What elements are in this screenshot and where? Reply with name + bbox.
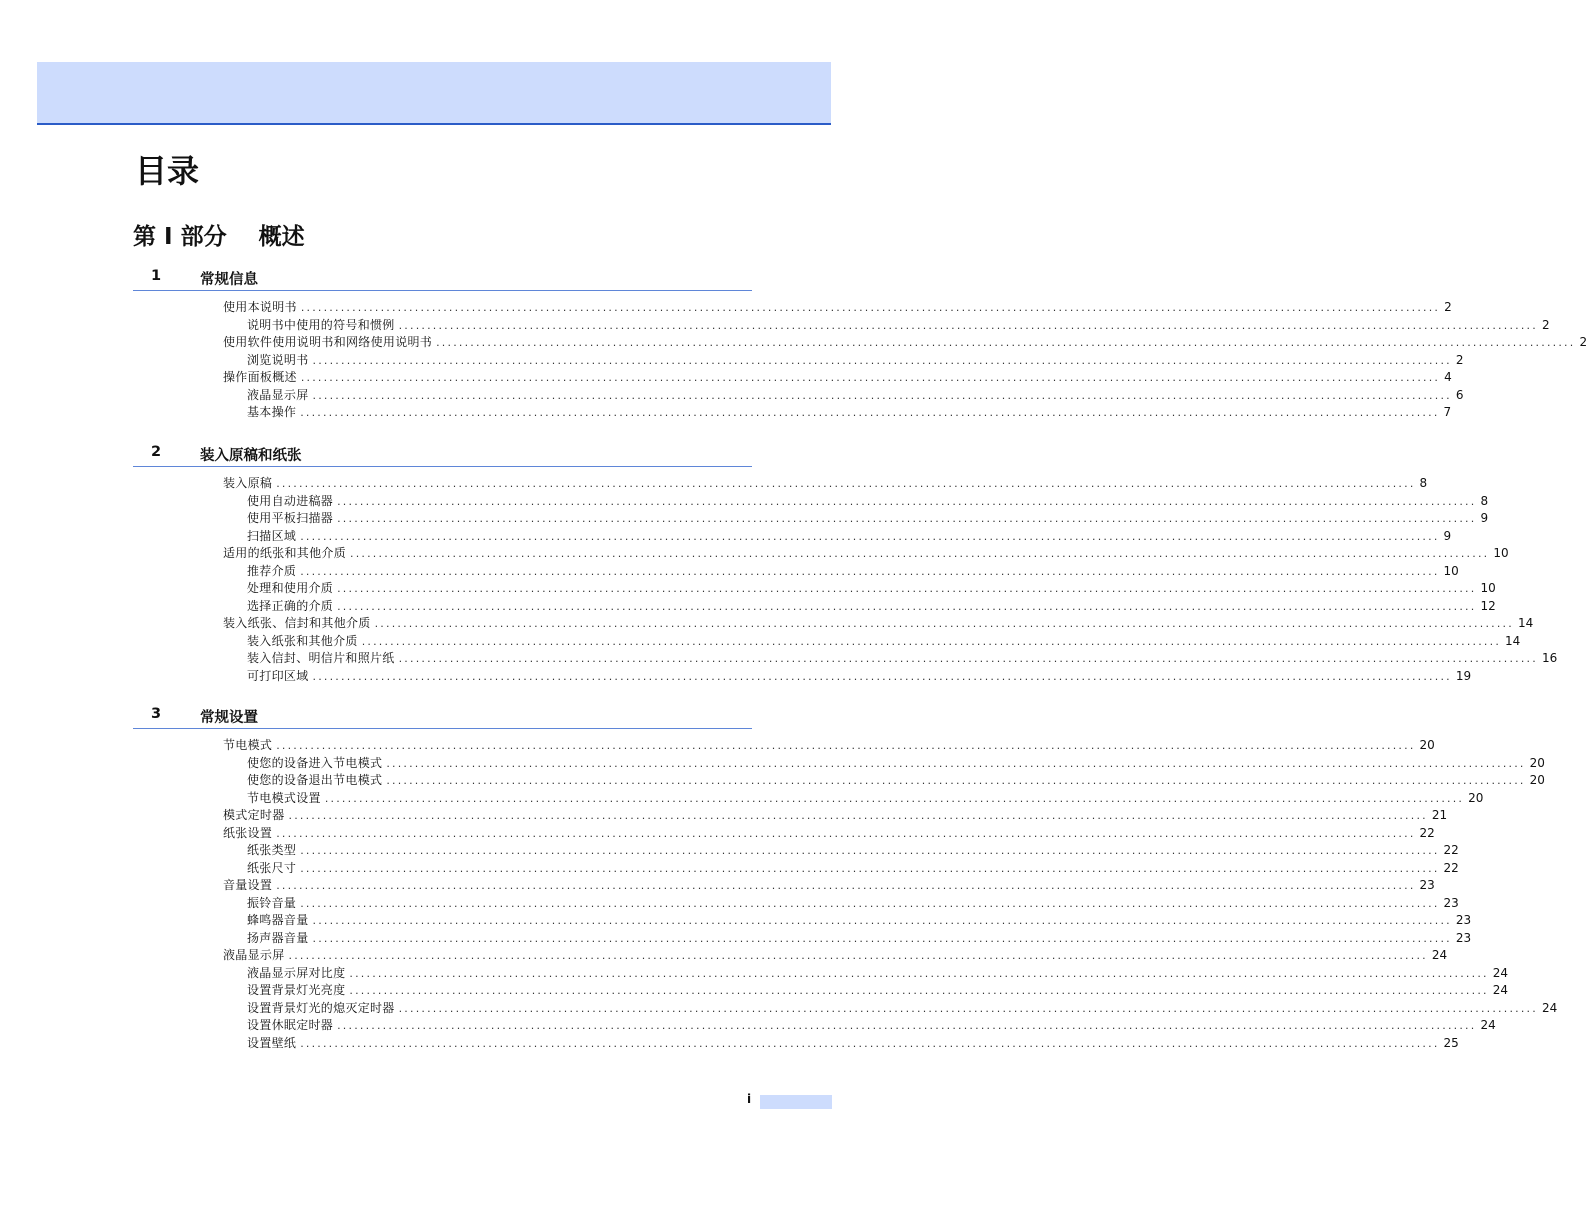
- toc-entry[interactable]: [133, 299, 1452, 317]
- toc-entry-title: 扫描区域: [247, 528, 297, 543]
- dot-leader: ........................................................................................................................................................................................................: [300, 844, 1440, 857]
- toc-entry-title: 模式定时器: [223, 808, 285, 822]
- toc-entry-page: 20: [1529, 773, 1545, 787]
- toc-entry[interactable]: [133, 334, 1587, 352]
- toc-entry[interactable]: [133, 842, 1459, 860]
- dot-leader: ........................................................................................................................................................................................................: [436, 336, 1576, 349]
- chapter-heading: [133, 268, 752, 291]
- dot-leader: ........................................................................................................................................................................................................: [300, 529, 1440, 543]
- dot-leader: ........................................................................................................................................................................................................: [276, 879, 1416, 892]
- toc-entry-page: 9: [1480, 511, 1489, 525]
- dot-leader: ........................................................................................................................................................................................................: [337, 582, 1477, 595]
- toc-entry-page: 2: [1455, 352, 1464, 367]
- chapter-heading: [133, 706, 752, 729]
- dot-leader: ........................................................................................................................................................................................................: [374, 617, 1514, 630]
- toc-entry-page: 24: [1541, 1000, 1558, 1015]
- toc-entry-title: 液晶显示屏: [223, 948, 285, 962]
- chapter-title: 常规设置: [200, 710, 258, 726]
- toc-entry-page: 14: [1517, 616, 1534, 630]
- toc-entry-page: 21: [1431, 808, 1448, 822]
- toc-entry[interactable]: [133, 633, 1521, 651]
- toc-entry-title: 装入纸张、信封和其他介质: [223, 616, 371, 630]
- header-band: [37, 62, 831, 125]
- chapter-title: 常规信息: [200, 272, 258, 288]
- toc-entry-page: 24: [1492, 983, 1509, 997]
- dot-leader: ........................................................................................................................................................................................................: [337, 599, 1477, 613]
- dot-leader: ........................................................................................................................................................................................................: [300, 301, 1441, 314]
- dot-leader: ........................................................................................................................................................................................................: [276, 477, 1416, 490]
- toc-entry-title: 设置背景灯光亮度: [247, 983, 346, 997]
- toc-entry-page: 8: [1419, 476, 1428, 490]
- dot-leader: ........................................................................................................................................................................................................: [312, 669, 1452, 683]
- dot-leader: ........................................................................................................................................................................................................: [300, 564, 1440, 578]
- dot-leader: ........................................................................................................................................................................................................: [300, 1036, 1440, 1050]
- toc-entry-page: 24: [1492, 965, 1509, 980]
- toc-entry-page: 23: [1443, 895, 1459, 910]
- toc-entry-title: 设置壁纸: [247, 1035, 297, 1050]
- toc-entries: [133, 299, 1587, 422]
- toc-entry-page: 23: [1419, 878, 1435, 892]
- dot-leader: ........................................................................................................................................................................................................: [288, 949, 1428, 962]
- toc-entry-title: 蜂鸣器音量: [247, 913, 309, 927]
- chapter-3: [133, 706, 1558, 1052]
- toc-entry-page: 20: [1419, 738, 1435, 752]
- toc-entry[interactable]: [133, 755, 1545, 773]
- dot-leader: ........................................................................................................................................................................................................: [300, 896, 1440, 910]
- toc-entry-title: 振铃音量: [247, 895, 297, 910]
- toc-entry-page: 25: [1443, 1035, 1459, 1050]
- toc-entry-page: 9: [1443, 528, 1452, 543]
- toc-entry-page: 2: [1579, 335, 1587, 349]
- toc-entry[interactable]: [133, 475, 1428, 493]
- page-number: i: [747, 1092, 752, 1106]
- toc-entry[interactable]: [133, 982, 1509, 1000]
- toc-entry-page: 23: [1455, 930, 1472, 945]
- toc-entry[interactable]: [133, 825, 1435, 843]
- toc-entry-page: 2: [1541, 317, 1550, 332]
- toc-entry-page: 24: [1431, 948, 1448, 962]
- dot-leader: ........................................................................................................................................................................................................: [337, 1019, 1477, 1032]
- dot-leader: ........................................................................................................................................................................................................: [300, 861, 1440, 875]
- toc-entry-page: 10: [1443, 563, 1459, 578]
- toc-entry-title: 液晶显示屏对比度: [247, 965, 346, 980]
- toc-entry-page: 12: [1480, 598, 1496, 613]
- toc-entry[interactable]: [133, 1017, 1496, 1035]
- toc-entry-page: 23: [1455, 913, 1472, 927]
- chapter-heading: [133, 444, 752, 467]
- dot-leader: ........................................................................................................................................................................................................: [337, 494, 1477, 508]
- dot-leader: ........................................................................................................................................................................................................: [361, 634, 1502, 648]
- toc-entry-title: 适用的纸张和其他介质: [223, 546, 347, 560]
- toc-entry[interactable]: [133, 352, 1464, 370]
- dot-leader: ........................................................................................................................................................................................................: [398, 1001, 1538, 1015]
- toc-entry[interactable]: [133, 772, 1545, 790]
- toc-entry-title: 扬声器音量: [247, 930, 309, 945]
- toc-entry-title: 使用本说明书: [223, 300, 297, 314]
- chapter-number: 1: [151, 268, 162, 284]
- dot-leader: ........................................................................................................................................................................................................: [312, 914, 1452, 927]
- toc-entry[interactable]: [133, 545, 1509, 563]
- toc-title: 目录: [135, 152, 200, 190]
- toc-entry-title: 浏览说明书: [247, 352, 309, 367]
- toc-entry-page: 4: [1444, 370, 1452, 384]
- toc-entry[interactable]: [133, 387, 1464, 405]
- dot-leader: ........................................................................................................................................................................................................: [398, 318, 1538, 332]
- toc-entry[interactable]: [133, 528, 1452, 546]
- toc-entry-title: 使用软件使用说明书和网络使用说明书: [223, 335, 433, 349]
- toc-entry-page: 24: [1480, 1018, 1496, 1032]
- toc-entry-title: 设置背景灯光的熄灭定时器: [247, 1000, 395, 1015]
- toc-entry-page: 16: [1541, 651, 1558, 665]
- toc-entry[interactable]: [133, 930, 1472, 948]
- toc-entries: [133, 475, 1558, 685]
- toc-entry[interactable]: [133, 947, 1448, 965]
- toc-entry-page: 22: [1419, 825, 1435, 840]
- toc-entry[interactable]: [133, 598, 1496, 616]
- toc-entry[interactable]: [133, 404, 1452, 422]
- chapter-number: 2: [151, 444, 162, 460]
- toc-entry[interactable]: [133, 650, 1558, 668]
- toc-entry-title: 装入原稿: [223, 476, 273, 490]
- toc-entry-title: 装入纸张和其他介质: [247, 633, 358, 648]
- dot-leader: ........................................................................................................................................................................................................: [386, 774, 1526, 787]
- dot-leader: ........................................................................................................................................................................................................: [337, 512, 1477, 525]
- toc-entry-title: 节电模式设置: [247, 790, 321, 805]
- toc-entry-title: 纸张类型: [247, 843, 297, 857]
- toc-entry-title: 处理和使用介质: [247, 581, 334, 595]
- toc-entry[interactable]: [133, 790, 1484, 808]
- toc-entry[interactable]: [133, 1035, 1459, 1053]
- toc-entry-title: 音量设置: [223, 878, 273, 892]
- dot-leader: ........................................................................................................................................................................................................: [312, 353, 1452, 367]
- page-tab: [760, 1095, 832, 1109]
- toc-entry[interactable]: [133, 965, 1509, 983]
- toc-entry-title: 使您的设备退出节电模式: [247, 773, 383, 787]
- dot-leader: ........................................................................................................................................................................................................: [349, 984, 1489, 997]
- toc-entry-title: 推荐介质: [247, 563, 297, 578]
- toc-entry[interactable]: [133, 563, 1459, 581]
- toc-entry-page: 6: [1455, 387, 1464, 402]
- toc-entry-title: 说明书中使用的符号和惯例: [247, 317, 395, 332]
- toc-entry[interactable]: [133, 317, 1550, 335]
- toc-entry-title: 设置休眠定时器: [247, 1018, 334, 1032]
- dot-leader: ........................................................................................................................................................................................................: [276, 826, 1416, 840]
- toc-entry[interactable]: [133, 737, 1435, 755]
- toc-entry[interactable]: [133, 493, 1489, 511]
- toc-entry[interactable]: [133, 369, 1452, 387]
- toc-entry-page: 20: [1468, 790, 1484, 805]
- toc-entry[interactable]: [133, 877, 1435, 895]
- toc-entry-title: 纸张尺寸: [247, 860, 297, 875]
- toc-entry-page: 22: [1443, 860, 1459, 875]
- dot-leader: ........................................................................................................................................................................................................: [312, 388, 1452, 402]
- toc-entry-page: 7: [1443, 405, 1452, 419]
- toc-entry-page: 14: [1505, 633, 1521, 648]
- toc-entry[interactable]: [133, 615, 1534, 633]
- dot-leader: ........................................................................................................................................................................................................: [324, 791, 1465, 805]
- chapter-number: 3: [151, 706, 162, 722]
- toc-entry[interactable]: [133, 510, 1489, 528]
- toc-entry[interactable]: [133, 580, 1496, 598]
- chapter-1: [133, 268, 1587, 422]
- toc-entry-title: 液晶显示屏: [247, 387, 309, 402]
- toc-entry-title: 使用自动进稿器: [247, 493, 334, 508]
- dot-leader: ........................................................................................................................................................................................................: [386, 756, 1526, 770]
- dot-leader: ........................................................................................................................................................................................................: [300, 371, 1441, 384]
- toc-entry[interactable]: [133, 1000, 1558, 1018]
- toc-entry-page: 10: [1493, 546, 1509, 560]
- toc-entry-title: 操作面板概述: [223, 370, 297, 384]
- dot-leader: ........................................................................................................................................................................................................: [398, 652, 1538, 665]
- toc-entry-page: 8: [1480, 493, 1489, 508]
- dot-leader: ........................................................................................................................................................................................................: [276, 739, 1416, 752]
- toc-entry-page: 22: [1443, 843, 1459, 857]
- toc-entry-title: 可打印区域: [247, 668, 309, 683]
- toc-entry-title: 基本操作: [247, 405, 297, 419]
- part-title: 第 I 部分 概述: [133, 224, 305, 250]
- toc-entry[interactable]: [133, 912, 1472, 930]
- toc-entry-title: 纸张设置: [223, 825, 273, 840]
- toc-entry-page: 20: [1529, 755, 1545, 770]
- toc-entry-page: 10: [1480, 581, 1496, 595]
- toc-entry-title: 使用平板扫描器: [247, 511, 334, 525]
- toc-entry[interactable]: [133, 668, 1472, 686]
- toc-entries: [133, 737, 1558, 1052]
- toc-entry[interactable]: [133, 807, 1448, 825]
- toc-entry[interactable]: [133, 860, 1459, 878]
- chapter-title: 装入原稿和纸张: [200, 448, 302, 464]
- dot-leader: ........................................................................................................................................................................................................: [349, 966, 1489, 980]
- dot-leader: ........................................................................................................................................................................................................: [300, 406, 1440, 419]
- dot-leader: ........................................................................................................................................................................................................: [350, 547, 1490, 560]
- toc-entry-page: 19: [1455, 668, 1472, 683]
- chapter-2: [133, 444, 1558, 685]
- toc-entry-title: 装入信封、明信片和照片纸: [247, 651, 395, 665]
- toc-entry-page: 2: [1444, 300, 1452, 314]
- dot-leader: ........................................................................................................................................................................................................: [312, 931, 1452, 945]
- toc-entry[interactable]: [133, 895, 1459, 913]
- dot-leader: ........................................................................................................................................................................................................: [288, 809, 1428, 822]
- toc-entry-title: 使您的设备进入节电模式: [247, 755, 383, 770]
- toc-entry-title: 节电模式: [223, 738, 273, 752]
- toc-entry-title: 选择正确的介质: [247, 598, 334, 613]
